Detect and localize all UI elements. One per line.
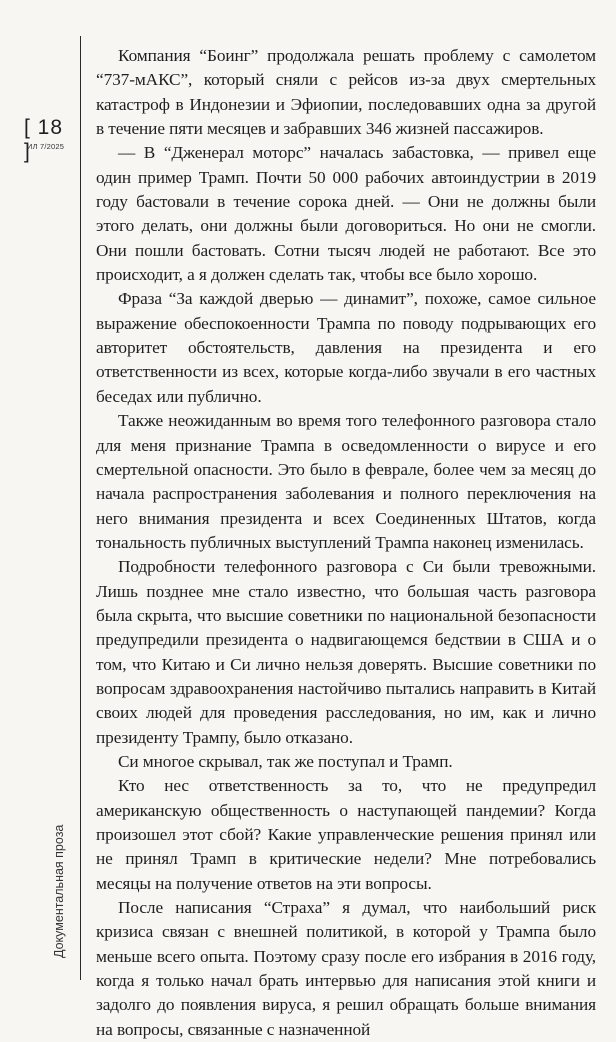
paragraph: После написания “Страха” я думал, что наибольший риск кризиса связан с внешней политикой, в которой у Трампа было меньше всего опыта. Поэтому сразу после его избрания в 2016 году, когда я только начал брать интервью для написания этой книги и задолго до появления вируса, я решил обращать больше внимания на вопросы, связанные с назначенной: [96, 898, 596, 1039]
body-text: [96, 44, 596, 1042]
section-title: Документальная проза: [52, 824, 66, 958]
paragraph: Также неожиданным во время того телефонного разговора стало для меня признание Трампа в осведомленности о вирусе и его смертельной опасности. Это было в феврале, более чем за месяц до начала распространения заболевания и полного переключения на него внимания президента и всех Соединенных Штатов, когда тональность публичных выступлений Трампа наконец изменилась.: [96, 411, 596, 552]
paragraph: Фраза “За каждой дверью — динамит”, похоже, самое сильное выражение обеспокоенности Трампа по поводу подрывающих его авторитет обстоятельств, давления на президента и его ответственности из всех, которые когда-либо звучали в его частных беседах или публично.: [96, 289, 596, 406]
paragraph: — В “Дженерал моторс” началась забастовка, — привел еще один пример Трамп. Почти 50 000 рабочих автоиндустрии в 2019 году бастовали в течение сорока дней. — Они не должны были этого делать, они должны были договориться. Но они не смогли. Они пошли бастовать. Сотни тысяч людей не работают. Все это происходит, а я должен сделать так, чтобы все было хорошо.: [96, 143, 596, 285]
paragraph: Си многое скрывал, так же поступал и Трамп.: [118, 751, 453, 771]
paragraph: Подробности телефонного разговора с Си были тревожными. Лишь позднее мне стало известно, что большая часть разговора была скрыта, что высшие советники по национальной безопасности предупредили президента о надвигающемся бедствии в США и о том, что Китаю и Си лично нельзя доверять. Высшие советники по вопросам здравоохранения настойчиво пытались направить в Китай своих людей для проведения расследования, но им, как и лично президенту Трампу, было отказано.: [96, 557, 596, 747]
issue-label: ИЛ 7/2025: [27, 142, 65, 151]
paragraph: Компания “Боинг” продолжала решать проблему с самолетом “737-мАКС”, который сняли с рейсов из-за двух смертельных катастроф в Индонезии и Эфиопии, последовавших одна за другой в течение пяти месяцев и забравших 346 жизней пассажиров.: [96, 46, 596, 139]
paragraph: Кто нес ответственность за то, что не предупредил американскую общественность о наступающей пандемии? Когда произошел этот сбой? Какие управленческие решения принял или не принял Трамп в критические недели? Мне потребовались месяцы на получение ответов на эти вопросы.: [96, 776, 596, 893]
margin-rule: [80, 36, 81, 980]
page-number: [ 18 ]: [24, 116, 64, 163]
